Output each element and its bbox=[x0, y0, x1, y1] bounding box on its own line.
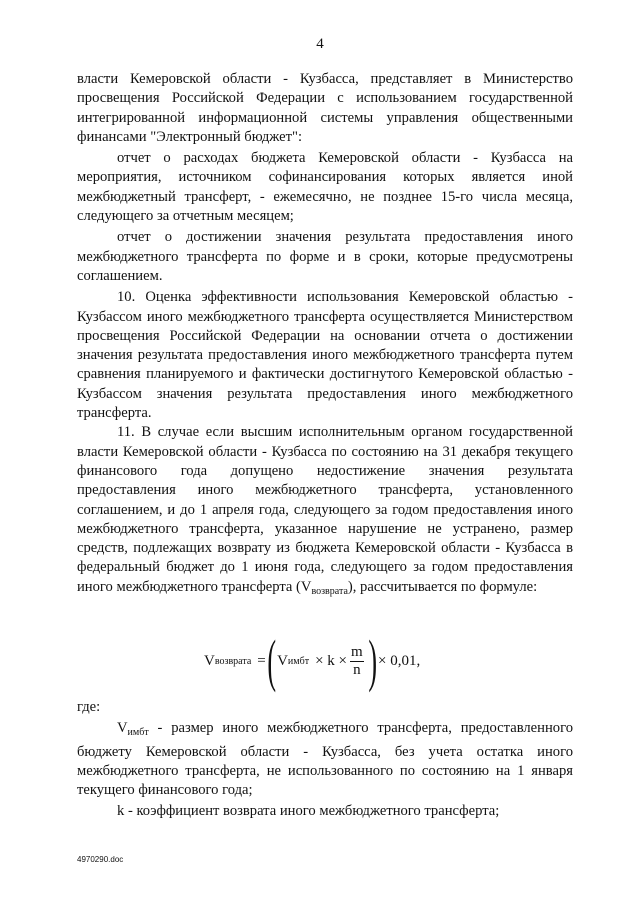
document-filename: 4970290.doc bbox=[77, 855, 124, 864]
page-number: 4 bbox=[316, 36, 324, 52]
definition-v-sub: имбт bbox=[127, 727, 149, 739]
formula-inner-v: V bbox=[277, 652, 288, 669]
definitions-block bbox=[77, 698, 573, 822]
definition-k-text: - коэффициент возврата иного межбюджетного трансферта; bbox=[124, 803, 500, 820]
definition-v-imbt bbox=[77, 719, 573, 800]
paragraph-11-text: 11. В случае если высшим исполнительным органом государственной власти Кемеровской области - Кузбасса по состоянию на 31 декабря текущего финансового года допущено недостижение значения результата предоставления иного межбюджетного трансферта, установленного соглашением, и до 1 апреля года, следующего за годом предоставления иного межбюджетного трансферта, указанное нарушение не устранено, размер средств, подлежащих возврату из бюджета Кемеровской области - Кузбасса в федеральный бюджет до 1 июня года, следующего за годом предоставления иного межбюджетного трансферта bbox=[77, 424, 573, 595]
formula-equals: = bbox=[257, 652, 266, 669]
paragraph-continuation: власти Кемеровской области - Кузбасса, представляет в Министерство просвещения Российской Федерации с использованием государственной интегрированной информационной системы управления общественными финансами "Электронный бюджет": bbox=[77, 71, 573, 145]
formula-lhs: V bbox=[204, 652, 215, 669]
definition-k-symbol: k bbox=[117, 803, 125, 820]
paragraph-11-rest: ), рассчитывается по формуле: bbox=[347, 578, 538, 595]
formula-fraction bbox=[350, 644, 364, 679]
paragraph-11 bbox=[77, 423, 573, 601]
where-label: где: bbox=[77, 699, 101, 715]
definition-k bbox=[77, 802, 573, 821]
formula-left-paren: ( bbox=[267, 628, 276, 693]
paragraph-10: 10. Оценка эффективности использования Кемеровской областью - Кузбассом иного межбюджетного трансферта осуществляется Министерством просвещения Российской Федерации на основании отчета о достижении значения результата предоставления иного межбюджетного трансферта путем сравнения планируемого и фактически достигнутого Кемеровской областью - Кузбассом значения результата предоставления иного межбюджетного трансферта. bbox=[77, 289, 573, 422]
definition-v-symbol: V bbox=[117, 720, 128, 737]
formula-tail: × 0,01, bbox=[377, 652, 421, 669]
formula-inner-sub: имбт bbox=[287, 655, 310, 667]
return-formula bbox=[204, 628, 421, 693]
formula-denominator: n bbox=[353, 661, 361, 678]
paragraph-11-v-sub: возврата bbox=[311, 585, 348, 597]
document-body bbox=[77, 70, 573, 601]
paragraph-report-results: отчет о достижении значения результата предоставления иного межбюджетного трансферта по форме и в сроки, которые предусмотрены соглашением. bbox=[77, 229, 573, 284]
formula-numerator: m bbox=[350, 643, 363, 660]
paragraph-11-v: (V bbox=[296, 578, 312, 595]
formula-lhs-sub: возврата bbox=[214, 655, 252, 667]
definition-v-text: - размер иного межбюджетного трансферта, предоставленного бюджету Кемеровской области - Кузбасса, без учета остатка иного межбюджетного трансферта, не использованного по состоянию на 1 января текущего финансового года; bbox=[77, 720, 573, 799]
formula-right-paren: ) bbox=[367, 628, 377, 693]
formula-times-k: × k × bbox=[315, 652, 347, 669]
paragraph-report-expenses: отчет о расходах бюджета Кемеровской области - Кузбасса на мероприятия, источником софинансирования которых является иной межбюджетный трансферт, - ежемесячно, не позднее 15-го числа месяца, следующего за отчетным месяцем; bbox=[77, 150, 573, 225]
